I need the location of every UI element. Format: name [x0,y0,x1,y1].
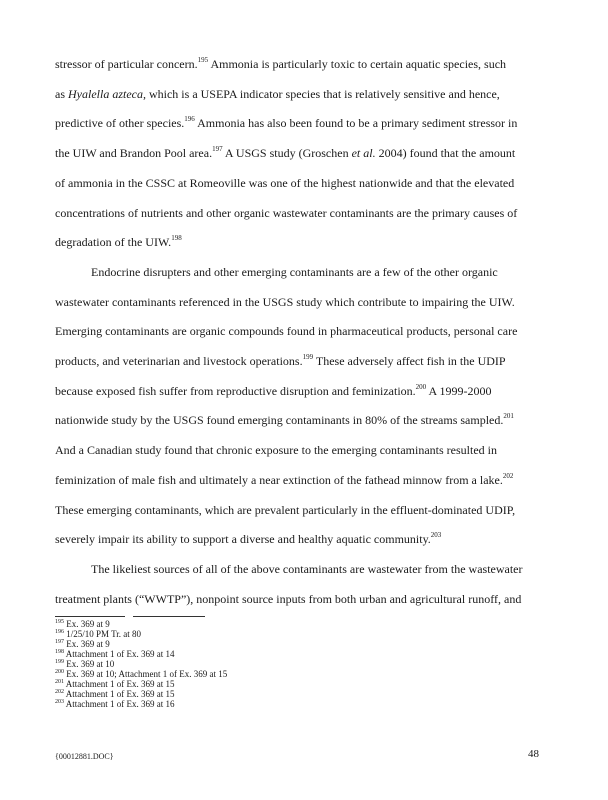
text-line [55,295,560,309]
footnote-number: 201 [55,679,64,685]
footnote-text: 1/25/10 PM Tr. at 80 [66,629,142,639]
footnote-text: Ex. 369 at 9 [66,639,110,649]
text-line [55,116,560,130]
footnote [55,659,114,669]
text-line [55,443,560,457]
text-line [55,146,560,160]
text-span: A 1999-2000 [426,384,492,398]
text-line [55,384,560,398]
text-line [55,235,560,249]
footnote-text: Ex. 369 at 10 [66,659,115,669]
text-span: degradation of the UIW. [55,235,172,249]
footnote-ref: 195 [197,56,209,64]
footnote-separator [55,616,205,617]
text-span: Endocrine disrupters and other emerging contaminants are a few of the other organic [91,265,498,279]
footnote [55,689,175,699]
footnote-text: Attachment 1 of Ex. 369 at 16 [65,699,175,709]
text-span: feminization of male fish and ultimately a near extinction of the fathead minnow from a lake. [55,473,503,487]
text-line [55,206,560,220]
footnote-ref: 199 [302,353,314,361]
text-line [55,176,560,190]
text-line [55,87,560,101]
footnote-ref: 203 [430,531,442,539]
footnote-text: Attachment 1 of Ex. 369 at 14 [65,649,175,659]
footnote-number: 202 [55,689,64,695]
text-span: 2004) found that the amount [375,146,516,160]
text-span: Emerging contaminants are organic compounds found in pharmaceutical products, personal care [55,324,518,338]
footnote [55,619,110,629]
text-span: These adversely affect fish in the UDIP [313,354,506,368]
footnote-ref: 198 [171,234,182,242]
text-span: Ammonia has also been found to be a primary sediment stressor in [194,116,518,130]
text-line [55,57,560,71]
footnote [55,639,110,649]
text-span: of ammonia in the CSSC at Romeoville was one of the highest nationwide and that the elevated [55,176,515,190]
footnote-ref: 196 [184,115,195,123]
footnote-ref: 201 [503,412,514,420]
text-line [91,265,560,279]
text-line [55,354,560,368]
text-span: products, and veterinarian and livestock operations. [55,354,303,368]
text-line [55,503,560,517]
footnote-number: 199 [55,659,64,665]
text-span: severely impair its ability to support a diverse and healthy aquatic community. [55,532,431,546]
text-span: These emerging contaminants, which are prevalent particularly in the effluent-dominated UDIP, [55,503,516,517]
text-span: the UIW and Brandon Pool area. [55,146,213,160]
text-line [55,473,560,487]
text-line [91,562,560,576]
footnote-ref: 197 [212,145,223,153]
footnote-number: 200 [55,669,64,675]
text-span: A USGS study (Groschen [222,146,352,160]
text-line [55,532,560,546]
footnote-number: 203 [55,699,64,705]
footnote-number: 195 [55,619,64,625]
footnote-ref: 202 [502,472,514,480]
footnote-number: 197 [55,639,64,645]
italic-text: Hyalella azteca, [68,87,146,101]
text-line [55,413,560,427]
text-span: nationwide study by the USGS found emerging contaminants in 80% of the streams sampled. [55,413,504,427]
text-span: wastewater contaminants referenced in the USGS study which contribute to impairing the UIW. [55,295,515,309]
footnote [55,679,175,689]
footnote-text: Attachment 1 of Ex. 369 at 15 [65,679,175,689]
footnote-text: Ex. 369 at 9 [66,619,110,629]
footnote [55,699,175,709]
footnote-number: 196 [55,629,64,635]
text-span: predictive of other species. [55,116,185,130]
footnote-ref: 200 [415,383,427,391]
text-line [55,324,560,338]
footnote-number: 198 [55,649,64,655]
footnote [55,669,227,679]
text-span: concentrations of nutrients and other organic wastewater contaminants are the primary causes of [55,206,518,220]
page-number: 48 [528,748,539,760]
footnote-text: Attachment 1 of Ex. 369 at 15 [65,689,175,699]
text-span: as [55,87,68,101]
text-span: which is a USEPA indicator species that is relatively sensitive and hence, [145,87,500,101]
document-id: {00012881.DOC} [55,752,114,761]
text-span: because exposed fish suffer from reproductive disruption and feminization. [55,384,416,398]
text-span: And a Canadian study found that chronic exposure to the emerging contaminants resulted in [55,443,498,457]
text-line [55,592,560,606]
footnote [55,629,141,639]
text-span: Ammonia is particularly toxic to certain aquatic species, such [208,57,507,71]
text-span: stressor of particular concern. [55,57,198,71]
text-span: The likeliest sources of all of the above contaminants are wastewater from the wastewater [91,562,523,576]
text-span: treatment plants (“WWTP”), nonpoint source inputs from both urban and agricultural runoff, and [55,592,522,606]
italic-text: et al. [351,146,376,160]
footnote [55,649,175,659]
footnote-text: Ex. 369 at 10; Attachment 1 of Ex. 369 at 15 [66,669,228,679]
